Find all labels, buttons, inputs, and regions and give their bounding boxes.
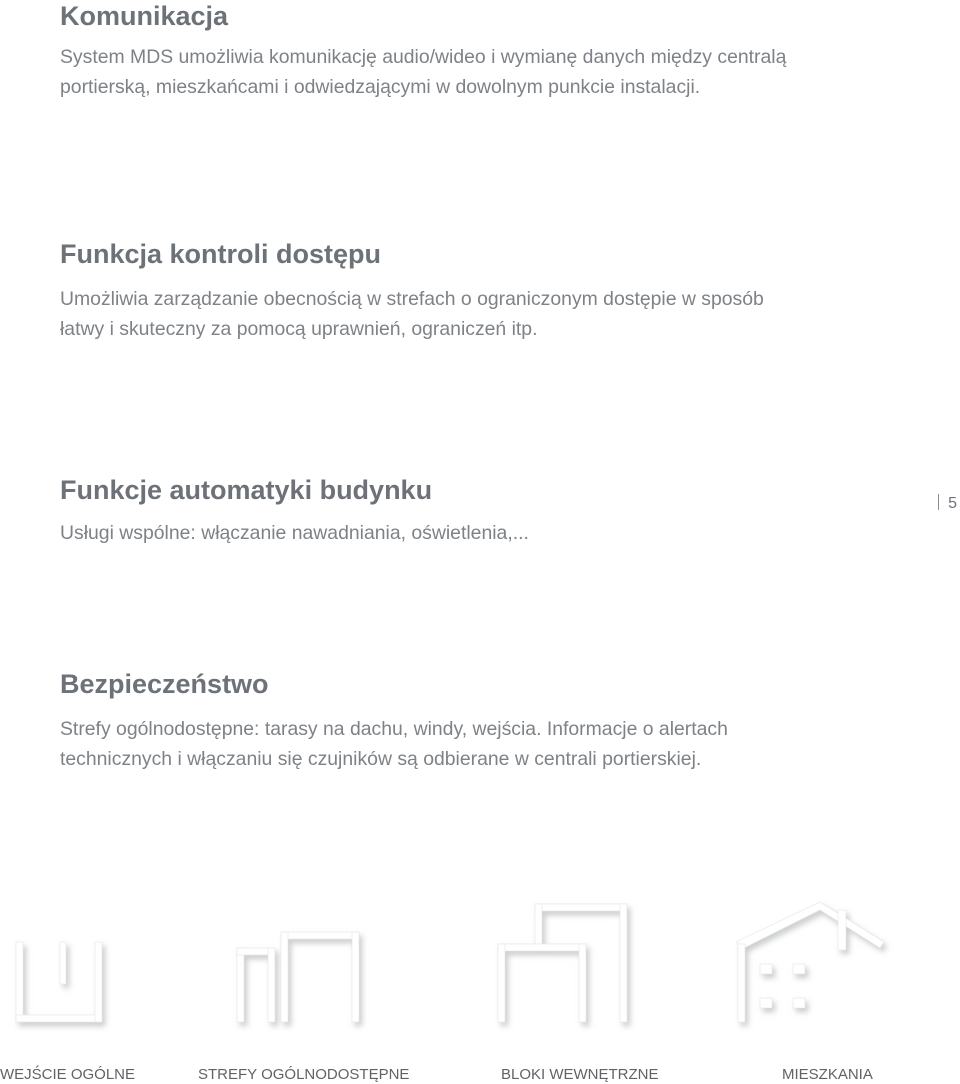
- page-number: [938, 494, 957, 513]
- section-title: Bezpieczeństwo: [60, 669, 269, 699]
- section-title: Funkcja kontroli dostępu: [60, 239, 382, 269]
- text-line: Usługi wspólne: włączanie nawadniania, oświetlenia,...: [60, 522, 529, 544]
- zone-icons-graphic: [0, 880, 960, 1060]
- zone-icons: [0, 880, 960, 1040]
- common-areas-icon: [237, 932, 359, 1022]
- section-title: Funkcje automatyki budynku: [60, 475, 433, 505]
- section-komunikacja: [60, 0, 900, 102]
- text-line: technicznych i włączaniu się czujników są odbierane w centrali portierskiej.: [60, 748, 702, 770]
- section-text: [60, 518, 900, 548]
- apartment-house-icon: [736, 902, 884, 1022]
- label-mieszkania: MIESZKANIA: [782, 1066, 873, 1083]
- section-bezpieczenstwo: [60, 668, 900, 774]
- label-strefy-ogolnodostepne: STREFY OGÓLNODOSTĘPNE: [198, 1066, 410, 1083]
- section-title: Komunikacja: [60, 1, 229, 31]
- section-text: [60, 284, 900, 344]
- page-number-value: 5: [948, 495, 957, 512]
- section-kontrola-dostepu: [60, 238, 900, 344]
- text-line: Strefy ogólnodostępne: tarasy na dachu, windy, wejścia. Informacje o alertach: [60, 718, 728, 740]
- text-line: System MDS umożliwia komunikację audio/wideo i wymianę danych między centralą: [60, 46, 787, 68]
- entrance-icon: [16, 942, 102, 1022]
- section-text: [60, 42, 900, 102]
- section-automatyka: [60, 474, 900, 548]
- text-line: portierską, mieszkańcami i odwiedzającymi w dowolnym punkcie instalacji.: [60, 76, 701, 98]
- text-line: łatwy i skuteczny za pomocą uprawnień, ograniczeń itp.: [60, 318, 538, 340]
- label-bloki-wewnetrzne: BLOKI WEWNĘTRZNE: [501, 1066, 659, 1083]
- text-line: Umożliwia zarządzanie obecnością w strefach o ograniczonym dostępie w sposób: [60, 288, 764, 310]
- label-wejscie-ogolne: WEJŚCIE OGÓLNE: [0, 1066, 136, 1083]
- page-number-divider: [938, 494, 939, 510]
- section-text: [60, 714, 900, 774]
- internal-blocks-icon: [498, 904, 627, 1022]
